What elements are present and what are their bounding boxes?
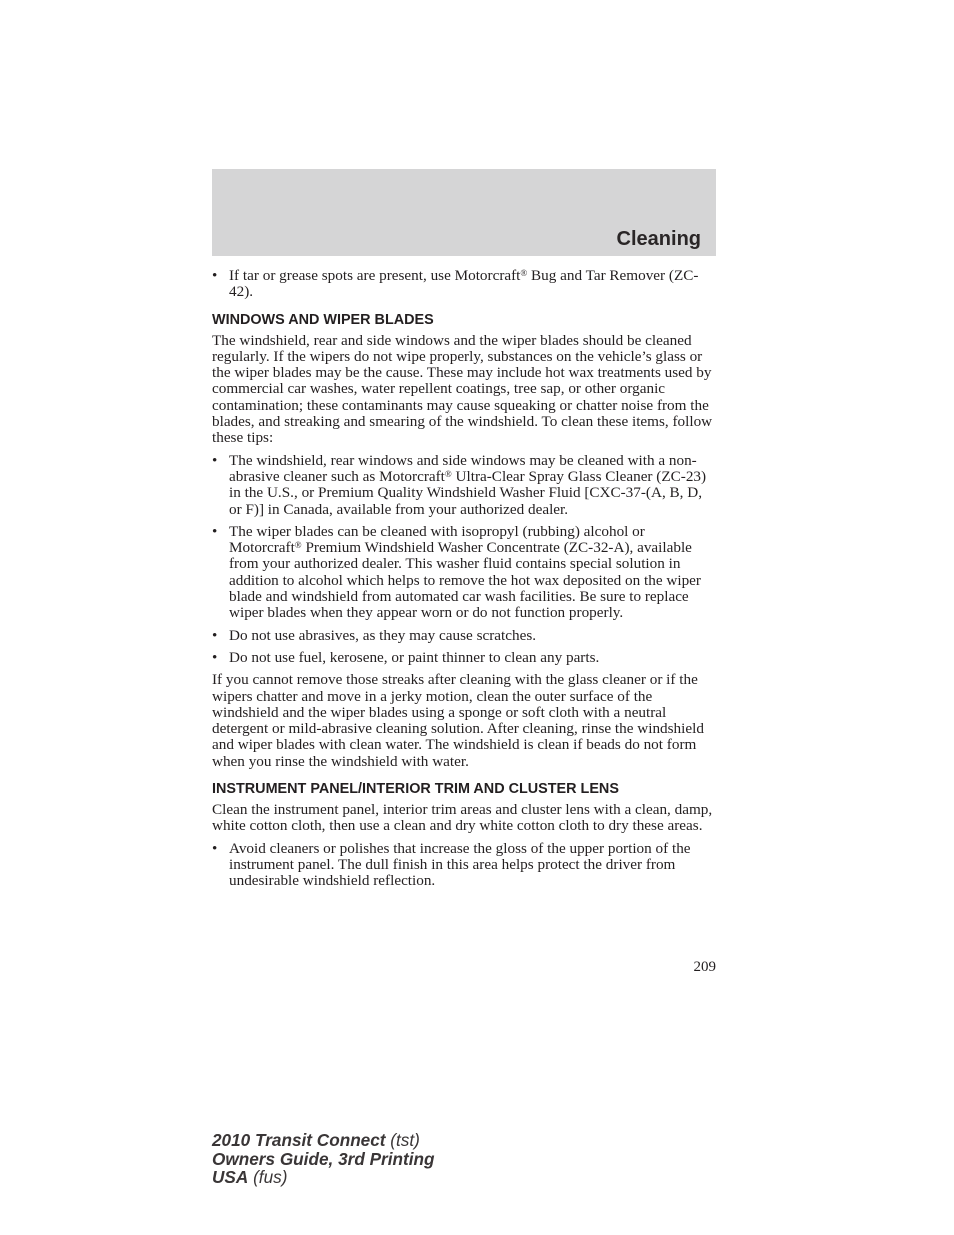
list-item <box>212 268 716 301</box>
list-item-text: If tar or grease spots are present, use Motorcraft <box>229 267 521 284</box>
footer-market: USA <box>212 1167 249 1188</box>
list-item-text: Do not use abrasives, as they may cause scratches. <box>229 626 537 644</box>
list-item <box>212 841 716 890</box>
footer-line-1 <box>212 1131 435 1150</box>
registered-mark: ® <box>294 540 302 551</box>
list-item-text-cont: Ultra-Clear Spray Glass Cleaner (ZC-23) in the U.S., or Premium Quality Windshield Washer Fluid [CXC-37-(A, B, D, or F)] in Canada, available from your authorized dealer. <box>229 467 707 518</box>
list-item-text: Avoid cleaners or polishes that increase the gloss of the upper portion of the instrument panel. The dull finish in this area helps protect the driver from undesirable windshield reflection. <box>229 839 691 890</box>
list-item <box>212 650 716 666</box>
windows-closing-paragraph: If you cannot remove those streaks after cleaning with the glass cleaner or if the wipers chatter and move in a jerky motion, clean the outer surface of the windshield and the wiper blades using a sponge or soft cloth with a neutral detergent or mild-abrasive cleaning solution. After cleaning, rinse the windshield and wiper blades with clean water. The windshield is clean if beads do not form when you rinse the windshield with water. <box>212 671 704 770</box>
windows-heading: WINDOWS AND WIPER BLADES <box>212 311 434 328</box>
page-number: 209 <box>693 959 716 975</box>
footer-line-2 <box>212 1150 435 1169</box>
footer-model-code: (tst) <box>385 1130 420 1150</box>
section-title: Cleaning <box>616 228 701 250</box>
list-item-text: Do not use fuel, kerosene, or paint thinner to clean any parts. <box>229 648 600 666</box>
registered-mark: ® <box>444 468 452 479</box>
bullet-icon: • <box>212 522 218 540</box>
windows-intro-paragraph: The windshield, rear and side windows and the wiper blades should be cleaned regularly. If the wipers do not wipe properly, substances on the vehicle’s glass or the wiper blades may be the cause. These may include hot wax treatments used by commercial car washes, water repellent coatings, tree sap, or other organic contamination; these contaminants may cause squeaking or chatter noise from the blades, and streaking and smearing of the windshield. To clean these items, follow these tips: <box>212 331 713 447</box>
list-item <box>212 524 716 622</box>
footer-model: 2010 Transit Connect <box>212 1130 386 1150</box>
bullet-icon: • <box>212 451 218 469</box>
section-header-band <box>212 169 716 256</box>
footer-line-3 <box>212 1168 435 1187</box>
instrument-intro-paragraph: Clean the instrument panel, interior trim areas and cluster lens with a clean, damp, white cotton cloth, then use a clean and dry white cotton cloth to dry these areas. <box>212 801 713 835</box>
footer-market-code: (fus) <box>248 1167 288 1188</box>
page-content <box>212 268 716 896</box>
list-item-text-cont: Premium Windshield Washer Concentrate (ZC-32-A), available from your authorized dealer. This washer fluid contains special solution in addition to alcohol which helps to remove the hot wax deposited on the wiper blade and windshield from automated car wash facilities. Be sure to replace wiper blades when they appear worn or do not function properly. <box>229 539 701 622</box>
bullet-icon: • <box>212 267 218 284</box>
list-item-text: The wiper blades can be cleaned with isopropyl (rubbing) alcohol or Motorcraft <box>229 522 645 557</box>
list-item <box>212 453 716 518</box>
list-item-text-cont: Bug and Tar Remover (ZC-42). <box>229 267 699 301</box>
registered-mark: ® <box>520 268 528 278</box>
footer-printing: Owners Guide, 3rd Printing <box>212 1148 435 1169</box>
list-item <box>212 628 716 644</box>
instrument-heading: INSTRUMENT PANEL/INTERIOR TRIM AND CLUSTER LENS <box>212 781 619 798</box>
bullet-icon: • <box>212 648 218 666</box>
list-item-text: The windshield, rear windows and side windows may be cleaned with a non-abrasive cleaner such as Motorcraft <box>229 451 697 485</box>
bullet-icon: • <box>212 839 218 857</box>
bullet-icon: • <box>212 626 218 644</box>
footer-edition-info <box>212 1131 435 1187</box>
